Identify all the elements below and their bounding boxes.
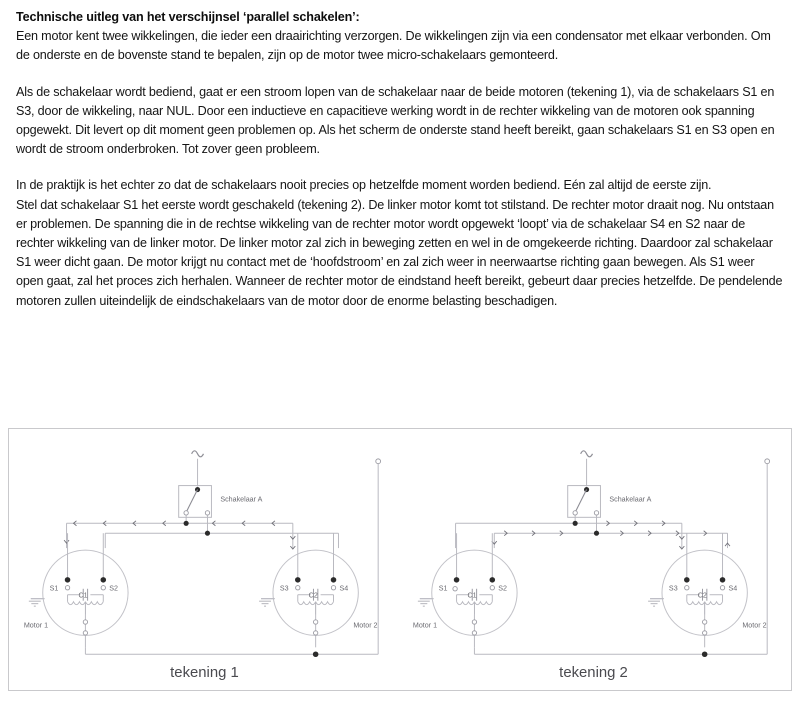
ac-source-icon-2 bbox=[581, 451, 593, 457]
page-title: Technische uitleg van het verschijnsel ‘parallel schakelen’: bbox=[16, 10, 360, 24]
ac-source-icon-1 bbox=[192, 451, 204, 457]
neutral-terminal-d1 bbox=[376, 459, 381, 464]
switch-label-1: Schakelaar A bbox=[220, 495, 263, 504]
motor-label-1-d1: Motor 1 bbox=[23, 621, 49, 630]
paragraph-3: In de praktijk is het echter zo dat de schakelaars nooit precies op hetzelfde moment worden bediend. Eén zal altijd de eerste zijn. bbox=[16, 178, 712, 193]
node-s2-d1 bbox=[100, 577, 106, 583]
neutral-terminal-d2 bbox=[765, 459, 770, 464]
paragraph-1: Een motor kent twee wikkelingen, die ieder een draairichting verzorgen. De wikkelingen zijn via een condensator met elkaar verbonden. Om de onderste en de bovenste stand te bepalen, zijn op de motor twee micro-schakelaars gemonteerd. bbox=[16, 29, 771, 63]
paragraph-4: Stel dat schakelaar S1 het eerste wordt geschakeld (tekening 2). De linker motor komt tot stilstand. De rechter motor draait nog. Nu ontstaan er problemen. De spanning die in de rechtse wikkeling van de rechter motor wordt opgewekt ‘loopt’ via de schakelaar S4 en S2 naar de rechter wikkeling van de linker motor. De linker motor zal zich in beweging zetten en wel in de omgekeerde richting. Daardoor zal schakelaar S1 weer dicht gaan. De motor krijgt nu contact met de ‘hoofdstroom’ en zal zich weer in neerwaartse richting gaan bewegen. Als S1 weer open gaat, zal het proces zich herhalen. Wanneer de rechter motor de eindstand heeft bereikt, gebeurt daar precies hetzelfde. De pendelende motoren zullen uiteindelijk de eindschakelaars van de motor door de enorme belasting beschadigen. bbox=[16, 197, 783, 308]
node-return-d2 bbox=[702, 651, 708, 657]
motor-label-2-d2: Motor 2 bbox=[742, 621, 767, 630]
motor-label-2-d1: Motor 2 bbox=[353, 621, 378, 630]
switch-label-s4-d1: S4 bbox=[339, 584, 349, 593]
capacitor-label-c1-d1: C1 bbox=[78, 591, 88, 600]
switch-label-s4-d2: S4 bbox=[728, 584, 738, 593]
capacitor-label-c1-d2: C1 bbox=[467, 591, 477, 600]
ground-icon-motor2-d1 bbox=[259, 599, 273, 606]
switch-label-s1-d1: S1 bbox=[49, 584, 59, 593]
ground-icon-motor1-d2 bbox=[418, 599, 432, 606]
node-s4-d1 bbox=[331, 577, 337, 583]
node-return-d1 bbox=[313, 651, 319, 657]
node-s1-d2 bbox=[454, 577, 460, 583]
motor-label-1-d2: Motor 1 bbox=[412, 621, 438, 630]
switch-label-s3-d2: S3 bbox=[668, 584, 678, 593]
caption-tekening-1: tekening 1 bbox=[170, 665, 239, 682]
switch-schakelaar-a-1[interactable] bbox=[179, 486, 212, 534]
node-s2-d2 bbox=[490, 577, 496, 583]
ground-icon-motor2-d2 bbox=[648, 599, 662, 606]
switch-label-s1-d2: S1 bbox=[438, 584, 448, 593]
capacitor-label-c2-d1: C2 bbox=[308, 591, 318, 600]
paragraph-2: Als de schakelaar wordt bediend, gaat er een stroom lopen van de schakelaar naar de beide motoren (tekening 1), via de schakelaars S1 en S3, door de wikkeling, naar NUL. Door een inductieve en capacitieve werking wordt in de rechter wikkeling van de motoren ook spanning opgewekt. Dit levert op dit moment geen problemen op. Als het scherm de onderste stand heeft bereikt, gaan schakelaars S1 en S3 open en wordt de stroom onderbroken. Tot zover geen probleem. bbox=[16, 84, 775, 157]
capacitor-label-c2-d2: C2 bbox=[697, 591, 707, 600]
switch-label-s3-d1: S3 bbox=[279, 584, 289, 593]
ground-icon-motor1-d1 bbox=[29, 599, 43, 606]
node-s3-d1 bbox=[295, 577, 301, 583]
switch-label-2: Schakelaar A bbox=[609, 495, 652, 504]
caption-tekening-2: tekening 2 bbox=[559, 665, 628, 682]
paragraph-spacer bbox=[16, 159, 784, 176]
node-s4-d2 bbox=[720, 577, 726, 583]
paragraph-spacer bbox=[16, 66, 784, 83]
node-s1-d1 bbox=[65, 577, 71, 583]
node-s3-d2 bbox=[684, 577, 690, 583]
circuit-figure bbox=[8, 428, 792, 691]
switch-schakelaar-a-2[interactable] bbox=[568, 486, 601, 534]
switch-label-s2-d2: S2 bbox=[498, 584, 507, 593]
switch-label-s2-d1: S2 bbox=[109, 584, 118, 593]
diagram-tekening-1 bbox=[24, 451, 381, 681]
diagram-tekening-2 bbox=[413, 451, 770, 681]
